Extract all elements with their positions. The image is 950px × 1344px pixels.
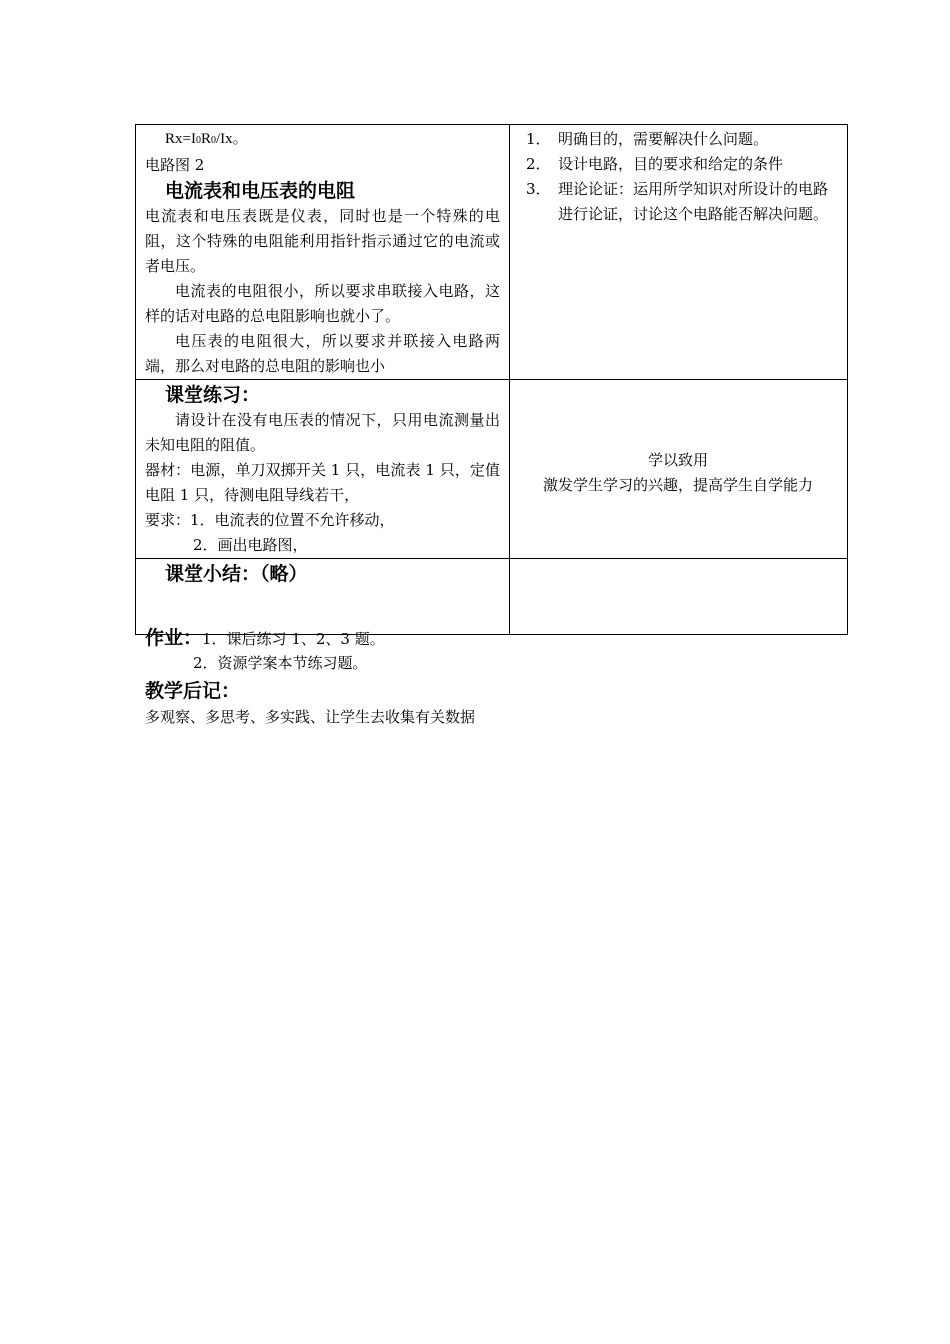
- purpose-cell: [510, 380, 848, 559]
- list-number: 1．: [526, 130, 551, 148]
- list-item: [526, 127, 838, 152]
- list-number: 3．: [526, 180, 551, 198]
- homework-item: 1．课后练习 1、2、3 题。: [202, 630, 385, 648]
- empty-cell: [510, 559, 848, 635]
- homework-title: 作业：: [145, 627, 203, 649]
- purpose-text: [518, 382, 838, 498]
- paragraph: 请设计在没有电压表的情况下，只用电流测量出未知电阻的阻值。: [145, 411, 500, 454]
- list-text: 设计电路，目的要求和给定的条件: [558, 155, 784, 173]
- requirement-line: 2．画出电路图，: [193, 536, 308, 554]
- requirement-line: 要求：1．电流表的位置不允许移动，: [145, 511, 395, 529]
- homework-line: [145, 626, 845, 651]
- section-heading-meters: 电流表和电压表的电阻: [165, 180, 356, 202]
- list-item: [526, 152, 838, 177]
- after-table-section: [145, 626, 845, 729]
- summary-cell: [136, 559, 510, 635]
- paragraph: 电流表和电压表既是仪表，同时也是一个特殊的电阻，这个特殊的电阻能利用指针指示通过它的电流或者电压。: [145, 207, 500, 275]
- list-text: 理论论证：运用所学知识对所设计的电路进行论证，讨论这个电路能否解决问题。: [558, 180, 829, 223]
- purpose-line: 激发学生学习的兴趣，提高学生自学能力: [542, 476, 813, 494]
- method-cell: [510, 125, 848, 380]
- content-cell: [136, 125, 510, 380]
- table-row: [136, 125, 848, 380]
- design-steps-list: [526, 127, 838, 227]
- list-number: 2．: [526, 155, 551, 173]
- paragraph: 器材：电源，单刀双掷开关 1 只，电流表 1 只，定值电阻 1 只，待测电阻导线若干，: [145, 461, 500, 504]
- circuit-label: 电路图 2: [145, 156, 205, 174]
- section-heading-exercise: 课堂练习：: [165, 384, 261, 406]
- list-text: 明确目的，需要解决什么问题。: [558, 130, 769, 148]
- exercise-cell: [136, 380, 510, 559]
- section-heading-summary: 课堂小结：（略）: [165, 563, 308, 585]
- purpose-line: 学以致用: [647, 451, 708, 469]
- table-row: [136, 559, 848, 635]
- list-item: [526, 177, 838, 227]
- notes-text: 多观察、多思考、多实践、让学生去收集有关数据: [145, 708, 476, 726]
- paragraph: 电流表的电阻很小，所以要求串联接入电路，这样的话对电路的总电阻影响也就小了。: [145, 282, 500, 325]
- paragraph: 电压表的电阻很大，所以要求并联接入电路两端，那么对电路的总电阻的影响也小: [145, 332, 500, 375]
- formula-line: Rx=I0R0/Ix。: [165, 131, 248, 147]
- lesson-plan-table: [135, 124, 848, 635]
- homework-item: 2．资源学案本节练习题。: [193, 654, 368, 672]
- notes-title: 教学后记：: [145, 680, 241, 702]
- table-row: [136, 380, 848, 559]
